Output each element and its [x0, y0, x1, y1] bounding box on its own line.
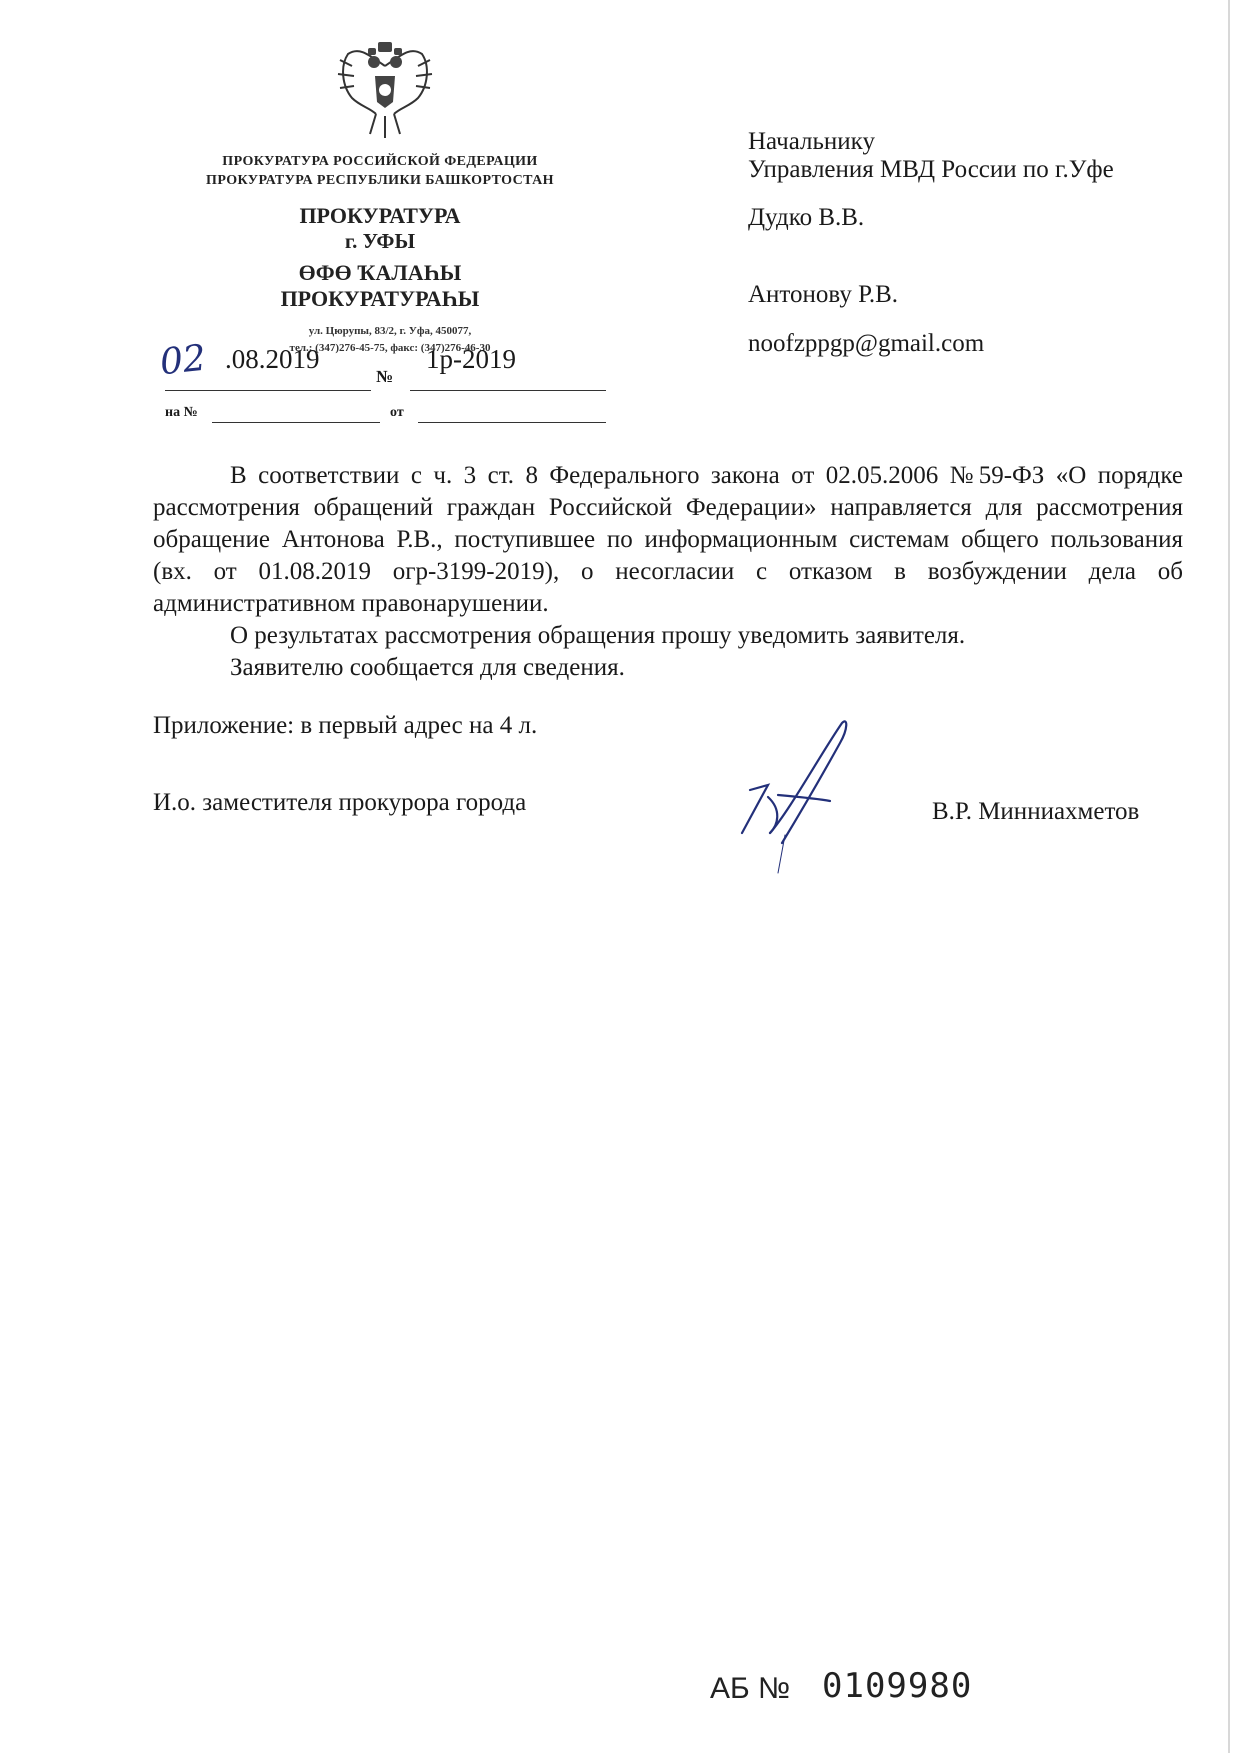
body-paragraph-3: Заявителю сообщается для сведения. — [230, 654, 625, 681]
handwritten-signature-icon — [730, 715, 910, 875]
registration-number: 1р-2019 — [426, 344, 516, 374]
signatory-title: И.о. заместителя прокурора города — [153, 789, 527, 816]
org-line-2: ПРОКУРАТУРА РЕСПУБЛИКИ БАШКОРТОСТАН — [206, 173, 554, 188]
registration-number-sign: № — [376, 367, 394, 386]
reference-number-line — [212, 422, 380, 423]
office-name-ba-2: ПРОКУРАТУРАҺЫ — [280, 286, 480, 311]
body-paragraph-1: В соответствии с ч. 3 ст. 8 Федерального закона от 02.05.2006 №59-ФЗ «О порядке рассмотрения обращений граждан Российской Федерации» направляется для рассмотрения обращение Антонова Р.В., поступившее по информационным системам общего пользования (вх. от 01.08.2019 огр-3199-2019), о несогласии с отказом в возбуждении дела об административном правонарушении. — [153, 462, 1183, 617]
org-line-1: ПРОКУРАТУРА РОССИЙСКОЙ ФЕДЕРАЦИИ — [222, 154, 538, 169]
number-underline — [410, 390, 606, 391]
reference-date-line — [418, 422, 606, 423]
coat-of-arms-icon — [330, 36, 440, 144]
body-paragraph-2: О результатах рассмотрения обращения прошу уведомить заявителя. — [230, 622, 966, 649]
date-underline — [165, 390, 371, 391]
reference-from-label: от — [390, 405, 404, 420]
office-phone-fax: тел.: (347)276-45-75, факс: (347)276-46-30 — [289, 342, 491, 354]
recipient-name: Дудко В.В. — [748, 204, 865, 231]
form-number: 0109980 — [822, 1666, 973, 1706]
office-city-ru: г. УФЫ — [344, 229, 416, 253]
office-name-ba: ӨФӨ ҠАЛАҺЫ — [298, 260, 462, 285]
reference-label: на № — [165, 405, 198, 420]
office-address: ул. Цюрупы, 83/2, г. Уфа, 450077, — [308, 325, 472, 337]
form-series: АБ № — [710, 1672, 791, 1705]
signatory-name: В.Р. Минниахметов — [932, 798, 1140, 825]
handwritten-day: 02 — [157, 337, 208, 384]
scan-edge-line — [1228, 0, 1230, 1753]
copy-recipient-email: noofzppgp@gmail.com — [748, 330, 985, 357]
letter-body — [153, 460, 1183, 684]
copy-recipient-name: Антонову Р.В. — [748, 281, 899, 308]
office-name-ru: ПРОКУРАТУРА — [299, 203, 461, 228]
recipient-title: Начальнику — [748, 128, 875, 155]
registration-date: .08.2019 — [225, 344, 320, 374]
appendix-note: Приложение: в первый адрес на 4 л. — [153, 712, 538, 739]
recipient-department: Управления МВД России по г.Уфе — [748, 156, 1114, 183]
